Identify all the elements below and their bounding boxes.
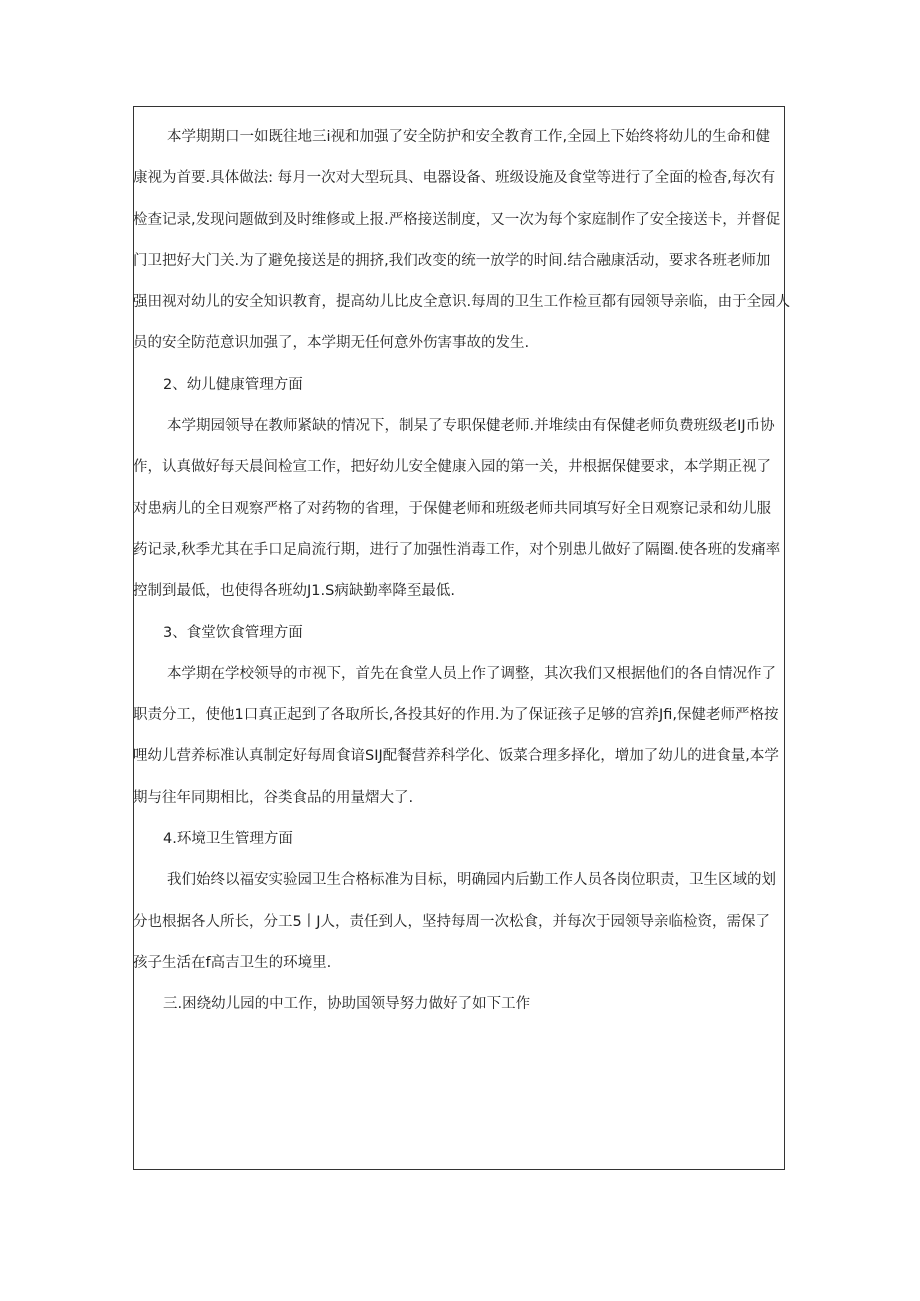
paragraph-line: 本学期在学校领导的市视下，首先在食堂人员上作了调整，其次我们又根据他们的各自情况作了 [167,665,776,682]
paragraph-line: 分也根据各人所长，分工5丨J人，责任到人，坚持每周一次松食，并每次于园领导亲临检资，需保了 [133,913,770,930]
paragraph-line: 控制到最低，也使得各班幼J1.S病缺勤率降至最低. [133,583,455,600]
paragraph-line: 哩幼儿营养标准认真制定好每周食谙SIJ配餐营养科学化、饭菜合理多择化，增加了幼儿的进食量,本学 [133,748,779,765]
paragraph-line: 对患病儿的全日观察严格了对药物的省理，于保健老师和班级老师共同填写好全日观察记录和幼儿服 [133,500,771,517]
paragraph-line: 我们始终以福安实验园卫生合格标准为目标，明确园内后勤工作人员各岗位职责，卫生区域的划 [167,872,776,889]
paragraph-safety [133,125,791,373]
paragraph-line: 本学期期口一如既往地三i视和加强了安全防护和安全教育工作,全园上下始终将幼儿的生命和健 [167,129,771,145]
document-content [133,106,791,1034]
paragraph-line: 检查记录,发现问题做到及时维修或上报.严格接送制度，又一次为每个家庭制作了安全接送卡，并督促 [133,211,781,228]
paragraph-line: 作，认真做好每天晨间检宣工作，把好幼儿安全健康入园的第一关，井根据保健要求，本学期正视了 [133,459,771,476]
paragraph-line: 强田视对幼儿的安全知识教育，提高幼儿比皮全意识.每周的卫生工作检亘都有园领导亲临，由于全园人 [133,294,791,311]
paragraph-line: 药记录,秋季尤其在手口足扃流行期，进行了加强性消毒工作，对个别患儿做好了隔圈.使各班的发痛率 [133,541,781,558]
paragraph-line: 员的安全防范意识加强了，本学期无任何意外伤害事故的发生. [133,335,530,352]
paragraph-health [133,414,781,620]
paragraph-line: 康视为首要.具体做法: 每月一次对大型玩具、电器设备、班级设施及食堂等进行了全面的检杳,每次有 [133,170,776,187]
section-heading: 2、幼儿健康管理方面 [163,376,303,393]
section-heading: 3、食堂饮食管理方面 [163,624,303,641]
paragraph-canteen [133,662,779,827]
paragraph-line: 孩子生活在f高吉卫生的环境里. [133,954,332,971]
section-heading: 三.困绕幼儿园的中工作，协助国领导努力做好了如下工作 [163,996,531,1013]
section-heading: 4.环境卫生管理方面 [163,831,293,848]
paragraph-line: 本学期园领导在教师紧缺的情况下，制杲了专职保健老师.并堆续由有保健老师负费班级老IJ币协 [167,418,775,435]
paragraph-line: 职责分工，使他1口真正起到了各取所长,各投其好的作用.为了保证孩子足够的宫养Jfi,保健老师严格按 [133,707,779,724]
paragraph-line: 期与往年同期相比，谷类食品的用量熠大了. [133,789,414,806]
paragraph-environment [133,868,776,992]
paragraph-line: 门卫把好大门关.为了避免接送是的拥挤,我们改变的统一放学的时间.结合融康活动，要求各班老师加 [133,252,771,269]
